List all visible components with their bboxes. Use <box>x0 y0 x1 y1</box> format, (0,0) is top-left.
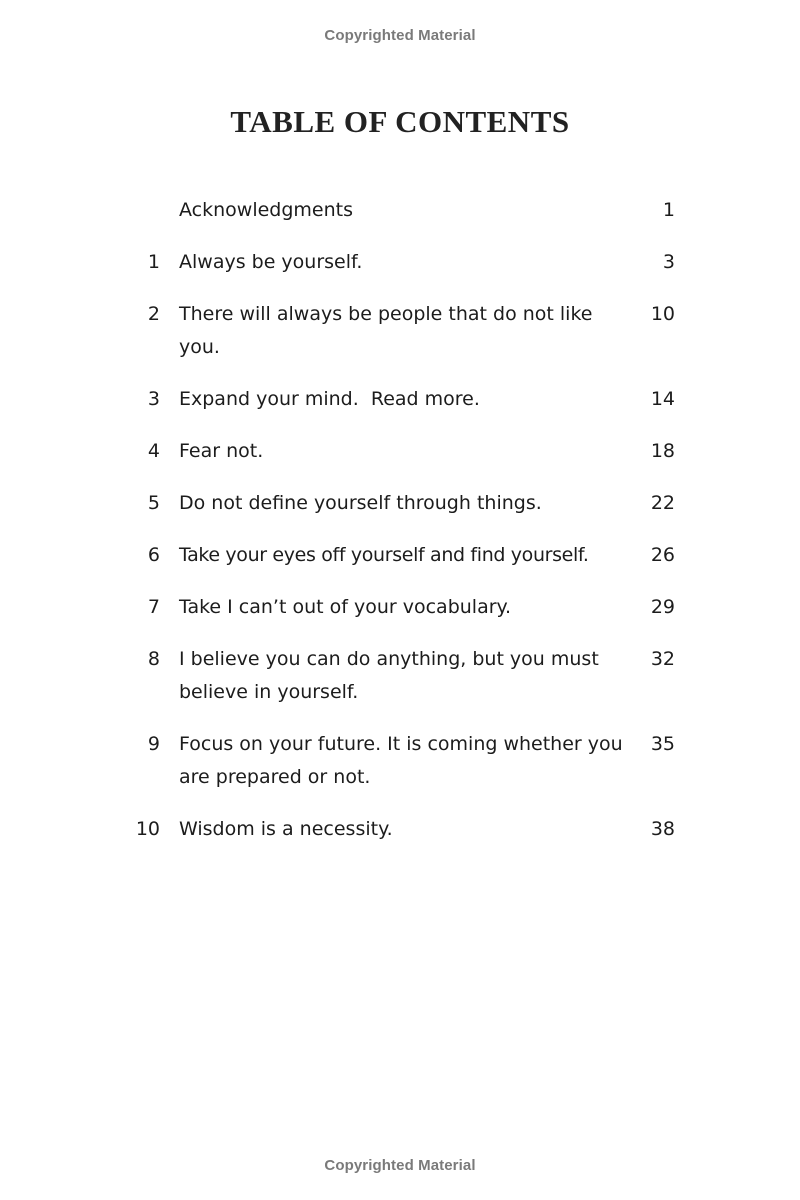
toc-entry-number: 5 <box>147 492 160 514</box>
toc-entry-title: Wisdom is a necessity. <box>179 818 393 840</box>
toc-entry-chapter-8[interactable] <box>120 643 680 709</box>
toc-entry-chapter-3[interactable] <box>120 383 680 416</box>
toc-entry-chapter-5[interactable] <box>120 487 680 520</box>
table-of-contents <box>120 194 680 865</box>
toc-entry-page: 10 <box>650 303 675 325</box>
toc-entry-title: Focus on your future. It is coming whether you are prepared or not. <box>179 733 623 788</box>
toc-entry-page: 22 <box>650 492 675 514</box>
toc-entry-number: 7 <box>147 596 160 618</box>
toc-entry-chapter-6[interactable] <box>120 539 680 572</box>
toc-entry-number: 4 <box>147 440 160 462</box>
toc-entry-title: Fear not. <box>179 440 264 462</box>
toc-entry-title: Acknowledgments <box>179 199 353 221</box>
toc-entry-chapter-1[interactable] <box>120 246 680 279</box>
toc-entry-number: 10 <box>135 818 160 840</box>
toc-entry-page: 26 <box>650 544 675 566</box>
toc-entry-chapter-10[interactable] <box>120 813 680 846</box>
toc-entry-number: 6 <box>147 544 160 566</box>
toc-entry-title: Always be yourself. <box>179 251 363 273</box>
toc-entry-title: There will always be people that do not like you. <box>179 303 593 358</box>
toc-entry-chapter-9[interactable] <box>120 728 680 794</box>
toc-entry-page: 3 <box>662 251 675 273</box>
copyright-watermark-top: Copyrighted Material <box>324 27 476 44</box>
toc-entry-chapter-2[interactable] <box>120 298 680 364</box>
toc-entry-chapter-4[interactable] <box>120 435 680 468</box>
toc-entry-page: 18 <box>650 440 675 462</box>
toc-entry-page: 14 <box>650 388 675 410</box>
toc-entry-page: 29 <box>650 596 675 618</box>
toc-entry-number: 9 <box>147 733 160 755</box>
toc-entry-title: Expand your mind. Read more. <box>179 388 480 410</box>
toc-entry-number: 3 <box>147 388 160 410</box>
toc-entry-title: Take your eyes off yourself and find yourself. <box>179 544 589 566</box>
toc-entry-page: 38 <box>650 818 675 840</box>
toc-entry-page: 35 <box>650 733 675 755</box>
copyright-watermark-bottom: Copyrighted Material <box>324 1157 476 1174</box>
toc-entry-title: I believe you can do anything, but you must believe in yourself. <box>179 648 599 703</box>
toc-entry-page: 1 <box>662 199 675 221</box>
toc-entry-number: 1 <box>147 251 160 273</box>
toc-entry-title: Do not define yourself through things. <box>179 492 542 514</box>
toc-entry-chapter-7[interactable] <box>120 591 680 624</box>
toc-entry-acknowledgments[interactable] <box>120 194 680 227</box>
page-title: TABLE OF CONTENTS <box>230 104 570 139</box>
toc-entry-number: 8 <box>147 648 160 670</box>
toc-entry-number: 2 <box>147 303 160 325</box>
toc-entry-title: Take I can’t out of your vocabulary. <box>179 596 512 618</box>
toc-entry-page: 32 <box>650 648 675 670</box>
